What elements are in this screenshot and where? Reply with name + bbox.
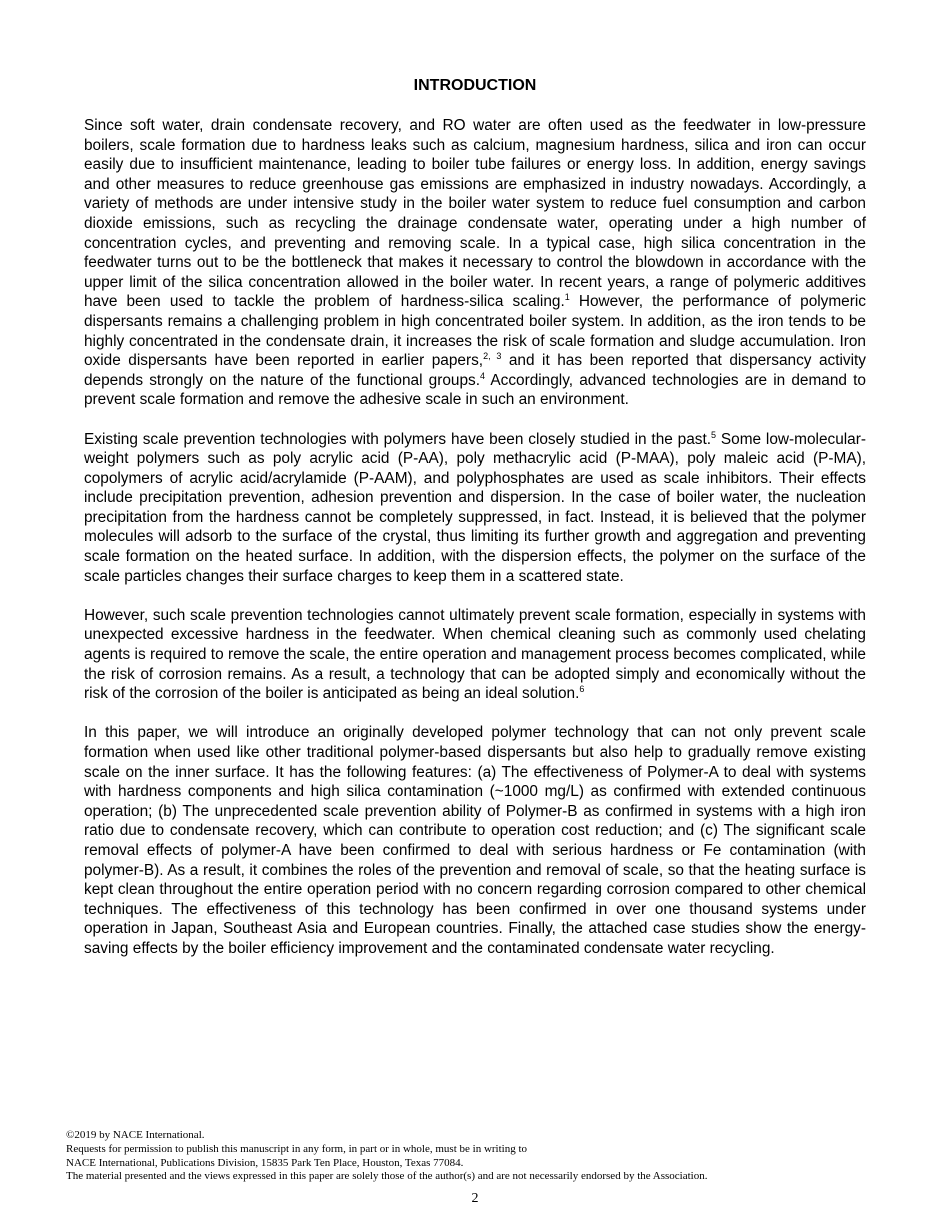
paragraph-text: Since soft water, drain condensate recovery, and RO water are often used as the feedwater in low-pressure boilers, scale formation due to hardness leaks such as calcium, magnesium hardness, silica and iron can occur easily due to insufficient maintenance, leading to boiler tube failures or energy loss. In addition, energy savings and other measures to reduce greenhouse gas emissions are emphasized in industry nowadays. Accordingly, a variety of methods are under intensive study in the boiler water system to reduce fuel consumption and carbon dioxide emissions, such as recycling the drainage condensate water, operating under a high number of concentration cycles, and preventing and removing scale. In a typical case, high silica concentration in the feedwater turns out to be the bottleneck that makes it necessary to control the blowdown in accordance with the upper limit of the silica concentration allowed in the boiler water. In recent years, a range of polymeric additives have been used to tackle the problem of hardness-silica scaling. bbox=[84, 117, 866, 311]
footer bbox=[66, 1129, 886, 1184]
paragraph-text: Existing scale prevention technologies with polymers have been closely studied in the past. bbox=[84, 430, 712, 448]
citation-ref: 4 bbox=[480, 370, 486, 381]
footer-permission: Requests for permission to publish this manuscript in any form, in part or in whole, must be in writing to bbox=[66, 1142, 528, 1155]
footer-disclaimer: The material presented and the views expressed in this paper are solely those of the author(s) and are not necessarily endorsed by the Association. bbox=[66, 1170, 708, 1183]
paragraph-3 bbox=[84, 606, 866, 704]
citation-ref: 5 bbox=[711, 429, 717, 440]
citation-ref: 2, 3 bbox=[483, 351, 502, 362]
paragraph-2 bbox=[84, 430, 866, 587]
paragraph-text: Accordingly, advanced technologies are in demand to prevent scale formation and remove the adhesive scale in such an environment. bbox=[84, 371, 866, 409]
paragraph-1 bbox=[84, 116, 866, 410]
paragraph-text: However, the performance of polymeric dispersants remains a challenging problem in high concentrated boiler system. In addition, as the iron tends to be highly concentrated in the condensate drain, it increases the risk of scale formation and sludge accumulation. Iron oxide dispersants have been reported in earlier papers, bbox=[84, 293, 866, 370]
paragraph-4 bbox=[84, 723, 866, 958]
page-number: 2 bbox=[471, 1191, 479, 1206]
paragraph-text: Some low-molecular-weight polymers such as poly acrylic acid (P-AA), poly methacrylic acid (P-MAA), poly maleic acid (P-MA), copolymers of acrylic acid/acrylamide (P-AAM), and polyphosphates are used as scale inhibitors. Their effects include precipitation prevention, adhesion prevention and dispersion. In the case of boiler water, the nucleation precipitation from the hardness cannot be completely suppressed, in fact. Instead, it is believed that the polymer molecules will adsorb to the surface of the crystal, thus limiting its further growth and aggregation and preventing scale formation on the heated surface. In addition, with the dispersion effects, the polymer on the surface of the scale particles changes their surface charges to keep them in a scattered state. bbox=[84, 430, 866, 585]
footer-copyright: ©2019 by NACE International. bbox=[66, 1129, 205, 1141]
footer-address: NACE International, Publications Division, 15835 Park Ten Place, Houston, Texas 77084. bbox=[66, 1156, 464, 1169]
paragraph-text: However, such scale prevention technologies cannot ultimately prevent scale formation, especially in systems with unexpected excessive hardness in the feedwater. When chemical cleaning such as commonly used chelating agents is required to remove the scale, the entire operation and management process becomes complicated, while the risk of corrosion remains. As a result, a technology that can be adopted simply and economically without the risk of the corrosion of the boiler is anticipated as being an ideal solution. bbox=[84, 606, 866, 703]
citation-ref: 1 bbox=[564, 292, 570, 303]
paragraph-text: and it has been reported that dispersancy activity depends strongly on the nature of the functional groups. bbox=[84, 352, 867, 389]
paragraph-text: In this paper, we will introduce an originally developed polymer technology that can not only prevent scale formation when used like other traditional polymer-based dispersants but also help to gradually remove existing scale on the inner surface. It has the following features: (a) The effectiveness of Polymer-A to deal with systems with hardness components and high silica contamination (~1000 mg/L) as confirmed with extended continuous operation; (b) The unprecedented scale prevention ability of Polymer-B as confirmed in systems with a high iron ratio due to condensate recovery, which can contribute to operation cost reduction; and (c) The significant scale removal effects of polymer-A have been confirmed to deal with serious hardness or Fe contamination (with polymer-B). As a result, it combines the roles of the prevention and removal of scale, so that the heating surface is kept clean throughout the entire operation period with no concern regarding corrosion compared to other chemical techniques. The effectiveness of this technology has been confirmed in over one thousand systems under operation in Japan, Southeast Asia and European countries. Finally, the attached case studies show the energy-saving effects by the boiler efficiency improvement and the contaminated condensate water recycling. bbox=[84, 724, 866, 957]
citation-ref: 6 bbox=[579, 684, 585, 695]
section-heading: INTRODUCTION bbox=[413, 77, 537, 94]
body-text bbox=[84, 116, 866, 978]
